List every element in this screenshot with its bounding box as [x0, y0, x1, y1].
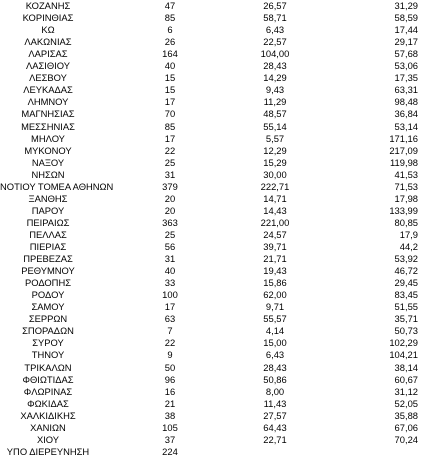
- table-row: [0, 241, 426, 253]
- table-row: [0, 24, 426, 36]
- last-value: 17,9: [399, 228, 418, 240]
- table-row: [0, 60, 426, 72]
- table-row: [0, 446, 426, 458]
- rate-value: 222,71: [260, 180, 290, 192]
- rate-value: 9,71: [265, 301, 285, 313]
- rate-value: 14,43: [263, 204, 287, 216]
- cases-count: 17: [164, 301, 176, 313]
- rate-value: 22,57: [263, 36, 287, 48]
- cases-count: 21: [164, 397, 176, 409]
- rate-value: 221,00: [260, 216, 290, 228]
- table-row: [0, 121, 426, 133]
- last-value: 57,68: [394, 48, 418, 60]
- cases-count: 25: [164, 228, 176, 240]
- region-name: ΦΘΙΩΤΙΔΑΣ: [22, 373, 74, 385]
- cases-count: 56: [164, 241, 176, 252]
- last-value: 53,06: [394, 60, 418, 72]
- last-value: 67,06: [394, 421, 418, 433]
- rate-value: 19,43: [263, 265, 287, 277]
- cases-count: 31: [164, 168, 176, 180]
- rate-value: 27,57: [263, 409, 287, 421]
- cases-count: 6: [167, 24, 173, 36]
- last-value: 17,98: [394, 192, 418, 204]
- table-row: [0, 193, 426, 205]
- rate-value: 21,71: [263, 253, 287, 265]
- last-value: 71,53: [394, 180, 418, 192]
- cases-count: 15: [164, 72, 176, 84]
- region-name: ΡΟΔΟΥ: [31, 289, 65, 301]
- region-name: ΠΑΡΟΥ: [31, 204, 65, 216]
- rate-value: 104,00: [260, 48, 290, 60]
- last-value: 98,48: [394, 96, 418, 108]
- table-row: [0, 362, 426, 374]
- rate-value: 4,14: [265, 325, 285, 337]
- cases-count: 96: [164, 373, 176, 385]
- last-value: 29,17: [394, 36, 418, 48]
- region-name: ΛΕΣΒΟΥ: [29, 72, 67, 84]
- last-value: 83,45: [394, 289, 418, 301]
- cases-count: 17: [164, 96, 176, 108]
- cases-count: 17: [164, 132, 176, 144]
- cases-count: 9: [167, 349, 173, 361]
- cases-count: 20: [164, 192, 176, 204]
- rate-value: 28,43: [263, 60, 287, 72]
- region-name: ΛΑΚΩΝΙΑΣ: [24, 36, 72, 48]
- region-name: ΛΑΡΙΣΑΣ: [28, 48, 68, 60]
- table-row: [0, 169, 426, 181]
- region-name: ΠΕΛΛΑΣ: [29, 228, 67, 240]
- last-value: 58,59: [394, 12, 418, 24]
- region-name: ΧΑΝΙΩΝ: [30, 421, 66, 433]
- table-row: [0, 133, 426, 145]
- rate-value: 11,43: [263, 397, 287, 409]
- cases-count: 224: [162, 445, 178, 457]
- rate-value: 14,29: [263, 72, 287, 84]
- table-row: [0, 337, 426, 349]
- rate-value: 15,86: [263, 277, 287, 289]
- last-value: 36,84: [394, 108, 418, 120]
- cases-count: 22: [164, 337, 176, 349]
- last-value: 31,29: [394, 0, 418, 11]
- region-name: ΚΟΖΑΝΗΣ: [25, 0, 71, 11]
- region-name: ΚΟΡΙΝΘΙΑΣ: [22, 12, 74, 24]
- table-row: [0, 422, 426, 434]
- cases-count: 105: [162, 421, 178, 433]
- rate-value: 15,00: [263, 337, 287, 349]
- table-row: [0, 181, 426, 193]
- last-value: 31,12: [394, 385, 418, 397]
- last-value: 70,24: [394, 433, 418, 445]
- last-value: 35,88: [394, 409, 418, 421]
- last-value: 50,73: [394, 325, 418, 337]
- cases-count: 85: [164, 120, 176, 132]
- cases-count: 47: [164, 0, 176, 11]
- rate-value: 28,43: [263, 361, 287, 373]
- cases-count: 363: [162, 216, 178, 228]
- rate-value: 11,29: [263, 96, 287, 108]
- table-row: [0, 277, 426, 289]
- last-value: 52,05: [394, 397, 418, 409]
- last-value: 104,21: [389, 349, 418, 361]
- last-value: 60,67: [394, 373, 418, 385]
- cases-count: 37: [164, 433, 176, 445]
- rate-value: 30,00: [263, 168, 287, 180]
- rate-value: 64,43: [263, 421, 287, 433]
- table-row: [0, 84, 426, 96]
- rate-value: 22,71: [263, 433, 287, 445]
- table-row: [0, 229, 426, 241]
- rate-value: 9,43: [265, 84, 285, 96]
- region-name: ΜΕΣΣΗΝΙΑΣ: [21, 120, 75, 132]
- cases-count: 100: [162, 289, 178, 301]
- last-value: 51,55: [394, 301, 418, 313]
- table-row: [0, 72, 426, 84]
- rate-value: 6,43: [265, 349, 285, 361]
- region-name: ΜΑΓΝΗΣΙΑΣ: [21, 108, 75, 120]
- cases-count: 85: [164, 12, 176, 24]
- region-name: ΧΑΛΚΙΔΙΚΗΣ: [20, 409, 76, 421]
- region-name: ΝΗΣΩΝ: [31, 168, 65, 180]
- last-value: 44,2: [399, 241, 418, 252]
- rate-value: 5,57: [265, 132, 285, 144]
- last-value: 17,35: [394, 72, 418, 84]
- rate-value: 8,00: [265, 385, 285, 397]
- table-row: [0, 434, 426, 446]
- rate-value: 24,57: [263, 228, 287, 240]
- table-row: [0, 48, 426, 60]
- last-value: 53,92: [394, 253, 418, 265]
- region-name: ΜΥΚΟΝΟΥ: [24, 144, 72, 156]
- region-name: ΦΩΚΙΔΑΣ: [27, 397, 69, 409]
- rate-value: 62,00: [263, 289, 287, 301]
- region-name: ΧΙΟΥ: [36, 433, 60, 445]
- cases-count: 379: [162, 180, 178, 192]
- cases-count: 40: [164, 60, 176, 72]
- region-name: ΡΕΘΥΜΝΟΥ: [21, 265, 75, 277]
- table-row: [0, 12, 426, 24]
- table-row: [0, 289, 426, 301]
- last-value: 29,45: [394, 277, 418, 289]
- region-name: ΝΟΤΙΟΥ ΤΟΜΕΑ ΑΘΗΝΩΝ: [0, 180, 114, 192]
- last-value: 63,31: [394, 84, 418, 96]
- region-name: ΥΠΟ ΔΙΕΡΕΥΝΗΣΗ: [6, 445, 90, 457]
- rate-value: 55,14: [263, 120, 287, 132]
- table-row: [0, 313, 426, 325]
- region-name: ΚΩ: [41, 24, 55, 36]
- rate-value: 15,29: [263, 156, 287, 168]
- rate-value: 6,43: [265, 24, 285, 36]
- region-name: ΝΑΞΟΥ: [31, 156, 65, 168]
- table-row: [0, 0, 426, 12]
- last-value: 217,09: [389, 144, 418, 156]
- rate-value: 39,71: [263, 241, 287, 252]
- table-row: [0, 386, 426, 398]
- rate-value: 26,57: [263, 0, 287, 11]
- rate-value: 14,71: [263, 192, 287, 204]
- rate-value: 55,57: [263, 313, 287, 325]
- cases-count: 25: [164, 156, 176, 168]
- table-row: [0, 217, 426, 229]
- region-name: ΞΑΝΘΗΣ: [28, 192, 68, 204]
- table-row: [0, 325, 426, 337]
- table-row: [0, 374, 426, 386]
- region-name: ΣΠΟΡΑΔΩΝ: [22, 325, 74, 337]
- last-value: 53,14: [394, 120, 418, 132]
- cases-count: 38: [164, 409, 176, 421]
- last-value: 17,44: [394, 24, 418, 36]
- cases-count: 20: [164, 204, 176, 216]
- rate-value: 50,86: [263, 373, 287, 385]
- region-name: ΠΕΙΡΑΙΩΣ: [26, 216, 70, 228]
- rate-value: 12,29: [263, 144, 287, 156]
- table-row: [0, 145, 426, 157]
- last-value: 102,29: [389, 337, 418, 349]
- cases-count: 40: [164, 265, 176, 277]
- last-value: 80,85: [394, 216, 418, 228]
- cases-count: 26: [164, 36, 176, 48]
- cases-count: 31: [164, 253, 176, 265]
- cases-count: 70: [164, 108, 176, 120]
- cases-count: 50: [164, 361, 176, 373]
- cases-count: 7: [167, 325, 173, 337]
- region-name: ΜΗΛΟΥ: [31, 132, 65, 144]
- region-name: ΠΙΕΡΙΑΣ: [29, 241, 67, 252]
- table-row: [0, 398, 426, 410]
- table-row: [0, 96, 426, 108]
- last-value: 41,53: [394, 168, 418, 180]
- last-value: 171,16: [389, 132, 418, 144]
- cases-count: 63: [164, 313, 176, 325]
- region-name: ΣΑΜΟΥ: [31, 301, 65, 313]
- cases-count: 16: [164, 385, 176, 397]
- table-row: [0, 410, 426, 422]
- last-value: 133,99: [389, 204, 418, 216]
- table-row: [0, 301, 426, 313]
- cases-count: 15: [164, 84, 176, 96]
- cases-count: 33: [164, 277, 176, 289]
- table-row: [0, 36, 426, 48]
- region-name: ΛΕΥΚΑΔΑΣ: [23, 84, 73, 96]
- region-name: ΦΛΩΡΙΝΑΣ: [23, 385, 73, 397]
- rate-value: 58,71: [263, 12, 287, 24]
- region-name: ΤΗΝΟΥ: [31, 349, 65, 361]
- last-value: 38,14: [394, 361, 418, 373]
- rate-value: 48,57: [263, 108, 287, 120]
- region-name: ΛΑΣΙΘΙΟΥ: [25, 60, 71, 72]
- table-row: [0, 265, 426, 277]
- region-name: ΛΗΜΝΟΥ: [27, 96, 69, 108]
- last-value: 119,98: [390, 156, 418, 168]
- cases-count: 22: [164, 144, 176, 156]
- region-name: ΠΡΕΒΕΖΑΣ: [23, 253, 73, 265]
- region-name: ΣΥΡΟΥ: [32, 337, 64, 349]
- region-name: ΤΡΙΚΑΛΩΝ: [24, 361, 72, 373]
- region-name: ΣΕΡΡΩΝ: [28, 313, 68, 325]
- table-row: [0, 108, 426, 120]
- region-name: ΡΟΔΟΠΗΣ: [24, 277, 72, 289]
- cases-count: 164: [162, 48, 178, 60]
- table-row: [0, 205, 426, 217]
- table-row: [0, 349, 426, 361]
- last-value: 46,72: [394, 265, 418, 277]
- table-row: [0, 157, 426, 169]
- last-value: 35,71: [394, 313, 418, 325]
- table-row: [0, 253, 426, 265]
